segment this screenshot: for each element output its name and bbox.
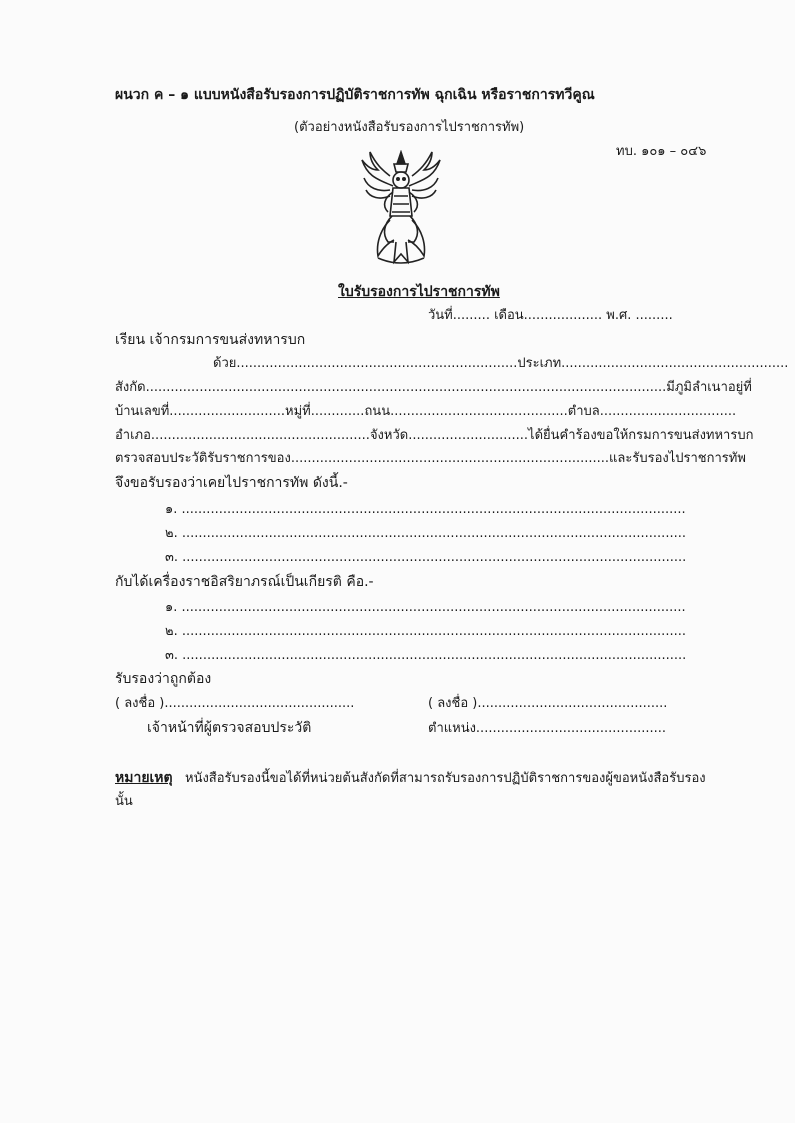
note-text: หนังสือรับรองนี้ขอได้ที่หน่วยต้นสังกัดที่สามารถรับรองการปฏิบัติราชการของผู้ขอหนังสือรับรอง [185,771,706,786]
subtitle: (ตัวอย่างหนังสือรับรองการไปราชการทัพ) [294,120,525,135]
garuda-emblem-icon [360,150,442,268]
form-line-6: จึงขอรับรองว่าเคยไปราชการทัพ ดังนี้.- [115,475,348,491]
service-item: ๓. .......................................................................................................................... [165,550,687,565]
signature-right: ( ลงชื่อ ).............................................. [428,696,668,711]
decoration-item: ๒. .......................................................................................................................... [165,624,686,639]
form-line-4: อำเภอ.....................................................จังหวัด.............................ได้ยื่นคำร้องขอให้กรมการขนส่งทหารบก [115,428,754,443]
form-line-1: ด้วย....................................................................ประเภท....................................................... [213,356,789,371]
decoration-item: ๓. .......................................................................................................................... [165,648,687,663]
form-title: ใบรับรองการไปราชการทัพ [338,284,500,300]
decoration-item: ๑. .......................................................................................................................... [165,600,686,615]
form-line-5: ตรวจสอบประวัติรับราชการของ.............................................................................และรับรองไปราชการทัพ [115,451,746,466]
date-line: วันที่......... เดือน................... พ.ศ. ......... [428,308,673,323]
form-line-3: บ้านเลขที่............................หมู่ที่.............ถนน...........................................ตำบล................................. [115,404,737,419]
annex-title: ผนวก ค – ๑ แบบหนังสือรับรองการปฏิบัติราชการทัพ ฉุกเฉิน หรือราชการทวีคูณ [115,87,595,103]
signature-left: ( ลงชื่อ ).............................................. [115,696,355,711]
right-signer-position: ตำแหน่ง.............................................. [428,721,667,736]
service-item: ๑. .......................................................................................................................... [165,502,686,517]
left-signer-role: เจ้าหน้าที่ผู้ตรวจสอบประวัติ [147,720,312,736]
service-item: ๒. .......................................................................................................................... [165,526,686,541]
form-line-2: สังกัด..............................................................................................................................มีภูมิลำเนาอยู่ที่ [115,380,752,395]
form-code: ทบ. ๑๐๑ – ๐๔๖ [616,144,707,159]
note-text-continued: นั้น [115,794,133,809]
certified-label: รับรองว่าถูกต้อง [115,671,212,687]
salutation: เรียน เจ้ากรมการขนส่งทหารบก [115,332,306,348]
note-label: หมายเหตุ [115,770,173,786]
decoration-intro: กับได้เครื่องราชอิสริยาภรณ์เป็นเกียรติ คือ.- [115,574,374,590]
